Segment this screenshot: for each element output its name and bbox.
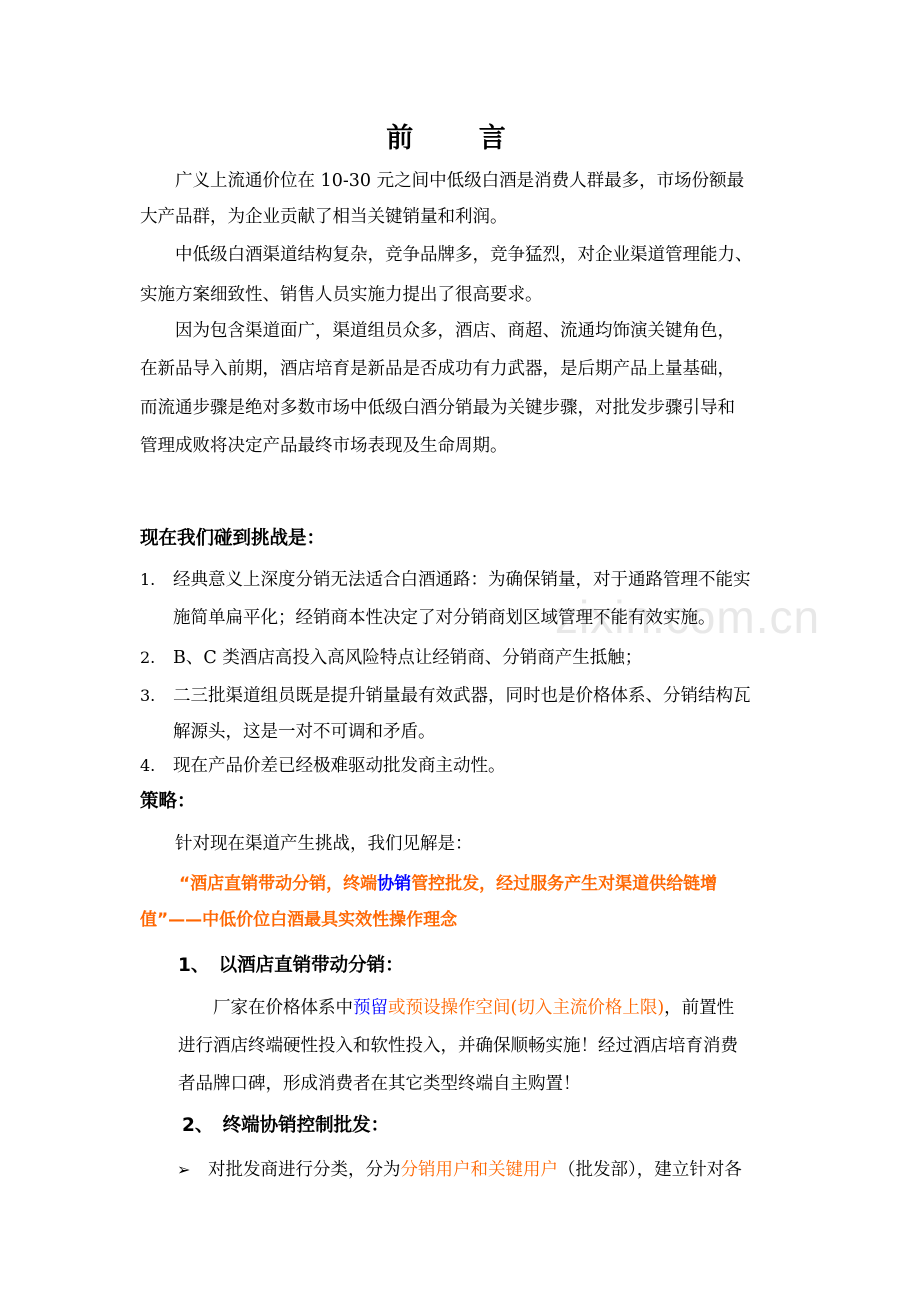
bullet-arrow-icon: ➢ <box>177 1160 191 1179</box>
preface-p3-line4: 管理成败将决定产品最终市场表现及生命周期。 <box>140 436 508 456</box>
strategy-2-bullet-1 <box>208 1158 742 1182</box>
s1-part-d: ，前置性 <box>664 998 735 1018</box>
s1-part-c: 或预设操作空间(切入主流价格上限) <box>388 998 665 1018</box>
strategy-slogan-line2: 值”——中低价位白酒最具实效性操作理念 <box>140 910 458 930</box>
s1-part-b: 预留 <box>353 998 388 1018</box>
strategy-1-line3: 者品牌口碑，形成消费者在其它类型终端自主购置！ <box>178 1074 581 1094</box>
strategy-slogan-line1 <box>179 872 717 896</box>
strategy-1-line2: 进行酒店终端硬性投入和软性投入，并确保顺畅实施！经过酒店培育消费 <box>178 1036 738 1056</box>
list-number-2: 2. <box>140 648 156 667</box>
b1-part-a: 对批发商进行分类，分为 <box>208 1160 401 1180</box>
page-title: 前 言 <box>386 123 534 154</box>
strategy-2-heading: 2、 终端协销控制批发： <box>182 1115 390 1136</box>
list-number-3: 3. <box>140 686 156 705</box>
challenge-2-line1: B、C 类酒店高投入高风险特点让经销商、分销商产生抵触； <box>173 648 643 668</box>
challenge-1-line2: 施简单扁平化；经销商本性决定了对分销商划区域管理不能有效实施。 <box>173 608 716 628</box>
challenge-4-line1: 现在产品价差已经极难驱动批发商主动性。 <box>173 756 506 776</box>
preface-p2-line1: 中低级白酒渠道结构复杂，竞争品牌多，竞争猛烈，对企业渠道管理能力、 <box>175 245 753 265</box>
preface-p1-line2: 大产品群，为企业贡献了相当关键销量和利润。 <box>140 207 508 227</box>
preface-p3-line2: 在新品导入前期，酒店培育是新品是否成功有力武器，是后期产品上量基础， <box>140 359 735 379</box>
s1-part-a: 厂家在价格体系中 <box>213 998 353 1018</box>
preface-p1-line1: 广义上流通价位在 10-30 元之间中低级白酒是消费人群最多，市场份额最 <box>175 171 745 191</box>
challenges-heading: 现在我们碰到挑战是： <box>140 528 326 549</box>
b1-part-b: 分销用户和关键用户 <box>400 1160 558 1180</box>
challenge-3-line1: 二三批渠道组员既是提升销量最有效武器，同时也是价格体系、分销结构瓦 <box>173 686 751 706</box>
list-number-1: 1. <box>140 570 156 589</box>
list-number-4: 4. <box>140 756 156 775</box>
challenge-3-line2: 解源头，这是一对不可调和矛盾。 <box>173 722 436 742</box>
watermark: zixin.com.cn <box>555 591 821 643</box>
preface-p3-line3: 而流通步骤是绝对多数市场中低级白酒分销最为关键步骤，对批发步骤引导和 <box>140 398 735 418</box>
slogan-part-c: 管控批发，经过服务产生对渠道供给链增 <box>411 874 718 894</box>
strategy-intro: 针对现在渠道产生挑战，我们见解是： <box>175 834 473 854</box>
strategy-1-line1 <box>213 996 734 1020</box>
preface-p2-line2: 实施方案细致性、销售人员实施力提出了很高要求。 <box>140 285 543 305</box>
slogan-part-b: 协销 <box>377 874 412 894</box>
strategy-heading: 策略： <box>140 791 196 812</box>
preface-p3-line1: 因为包含渠道面广，渠道组员众多，酒店、商超、流通均饰演关键角色， <box>175 321 735 341</box>
slogan-part-a: “酒店直销带动分销，终端 <box>179 874 378 894</box>
strategy-1-heading: 1、 以酒店直销带动分销： <box>178 955 404 976</box>
b1-part-c: （批发部），建立针对各 <box>558 1160 742 1180</box>
challenge-1-line1: 经典意义上深度分销无法适合白酒通路：为确保销量，对于通路管理不能实 <box>173 570 751 590</box>
